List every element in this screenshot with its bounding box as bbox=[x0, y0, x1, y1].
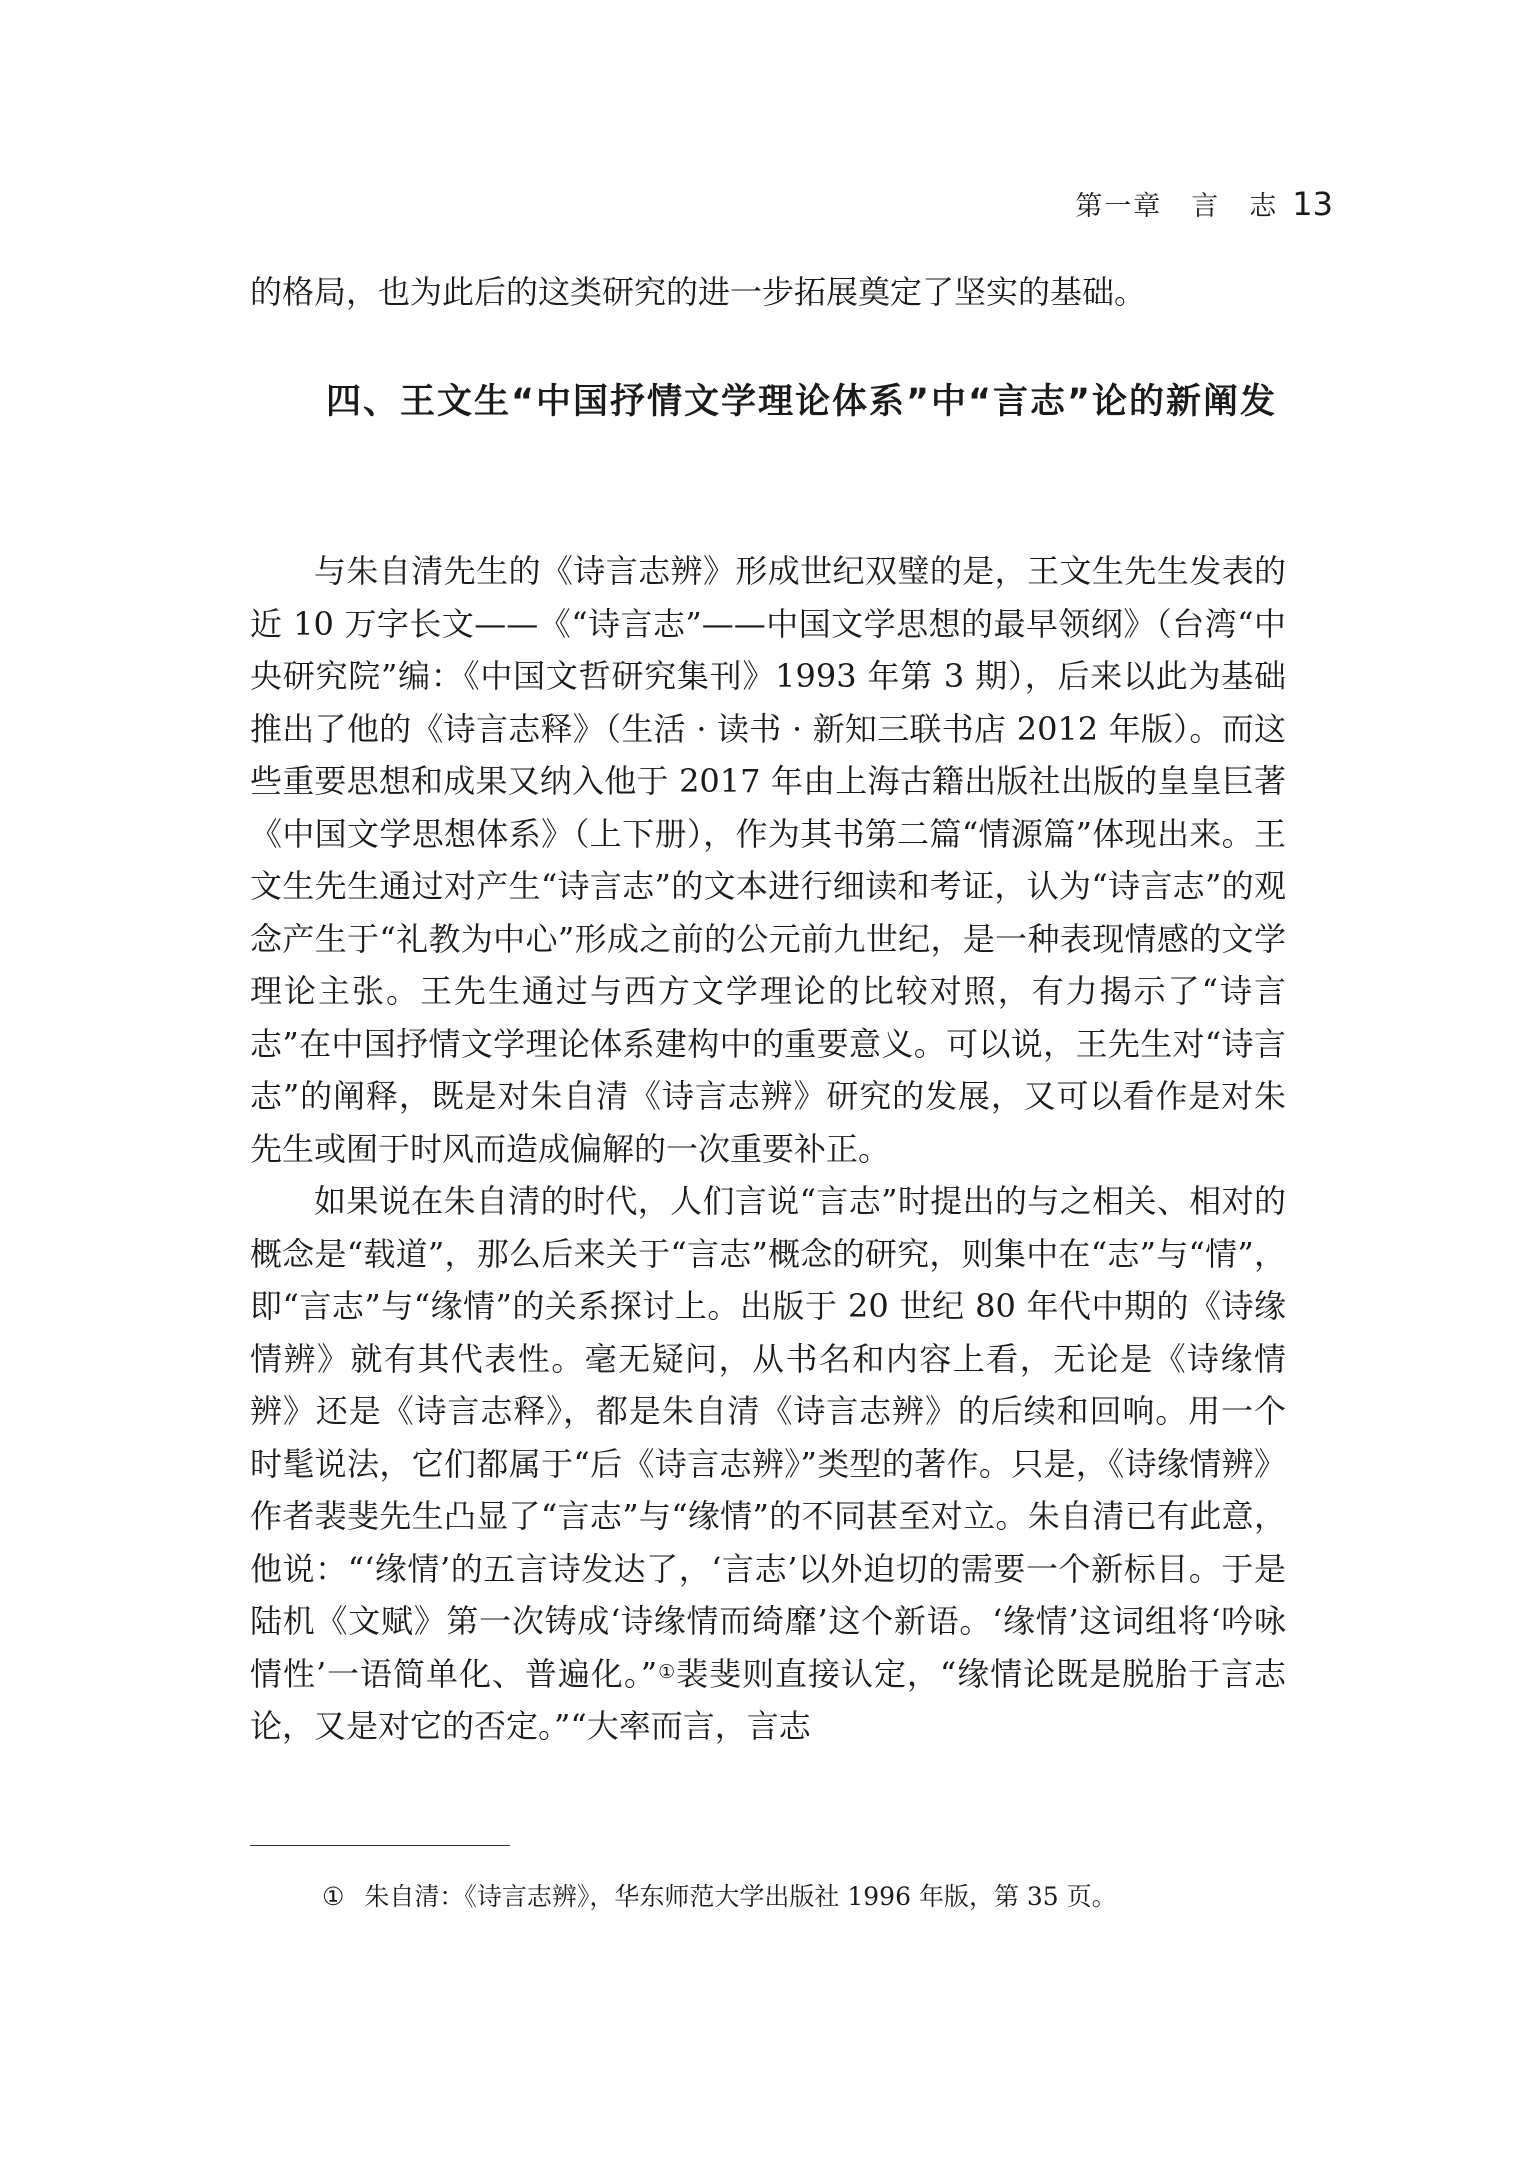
running-head bbox=[1075, 184, 1333, 223]
footnote-divider bbox=[250, 1845, 510, 1846]
paragraph-2-text-a: 如果说在朱自清的时代，人们言说“言志”时提出的与之相关、相对的概念是“载道”，那么后来关于“言志”概念的研究，则集中在“志”与“情”，即“言志”与“缘情”的关系探讨上。出版于 20 世纪 80 年代中期的《诗缘情辨》就有其代表性。毫无疑问，从书名和内容上看，无论是《诗缘情辨》还是《诗言志释》，都是朱自清《诗言志辨》的后续和回响。用一个时髦说法，它们都属于“后《诗言志辨》”类型的著作。只是，《诗缘情辨》作者裴斐先生凸显了“言志”与“缘情”的不同甚至对立。朱自清已有此意，他说：“‘缘情’的五言诗发达了，‘言志’以外迫切的需要一个新标目。于是陆机《文赋》第一次铸成‘诗缘情而绮靡’这个新语。‘缘情’这词组将‘吟咏情性’一语简单化、普遍化。” bbox=[250, 1182, 1286, 1693]
footnote-text: 朱自清：《诗言志辨》，华东师范大学出版社 1996 年版，第 35 页。 bbox=[364, 1882, 1117, 1911]
body-text bbox=[250, 545, 1286, 1753]
section-heading: 四、王文生“中国抒情文学理论体系”中“言志”论的新阐发 bbox=[326, 382, 1278, 422]
footnote-mark: ① bbox=[322, 1882, 345, 1911]
chapter-title: 第一章 言 志 bbox=[1075, 191, 1279, 222]
continuation-block bbox=[250, 266, 1286, 319]
paragraph-2 bbox=[250, 1175, 1286, 1753]
paragraph-2-text-b: 裴斐则直接认定，“缘情论既是脱胎于言志论，又是对它的否定。”“大率而言，言志 bbox=[250, 1654, 1286, 1745]
page-number: 13 bbox=[1292, 185, 1333, 223]
continuation-paragraph: 的格局，也为此后的这类研究的进一步拓展奠定了坚实的基础。 bbox=[250, 273, 1147, 311]
footnote bbox=[322, 1879, 1117, 1915]
footnote-reference[interactable]: ① bbox=[657, 1660, 677, 1683]
paragraph-1: 与朱自清先生的《诗言志辨》形成世纪双璧的是，王文生先生发表的近 10 万字长文——《“诗言志”——中国文学思想的最早领纲》（台湾“中央研究院”编：《中国文哲研究集刊》1993 年第 3 期），后来以此为基础推出了他的《诗言志释》（生活 · 读书 · 新知三联书店 2012 年版）。而这些重要思想和成果又纳入他于 2017 年由上海古籍出版社出版的皇皇巨著《中国文学思想体系》（上下册），作为其书第二篇“情源篇”体现出来。王文生先生通过对产生“诗言志”的文本进行细读和考证，认为“诗言志”的观念产生于“礼教为中心”形成之前的公元前九世纪，是一种表现情感的文学理论主张。王先生通过与西方文学理论的比较对照，有力揭示了“诗言志”在中国抒情文学理论体系建构中的重要意义。可以说，王先生对“诗言志”的阐释，既是对朱自清《诗言志辨》研究的发展，又可以看作是对朱先生或囿于时风而造成偏解的一次重要补正。 bbox=[250, 552, 1286, 1168]
